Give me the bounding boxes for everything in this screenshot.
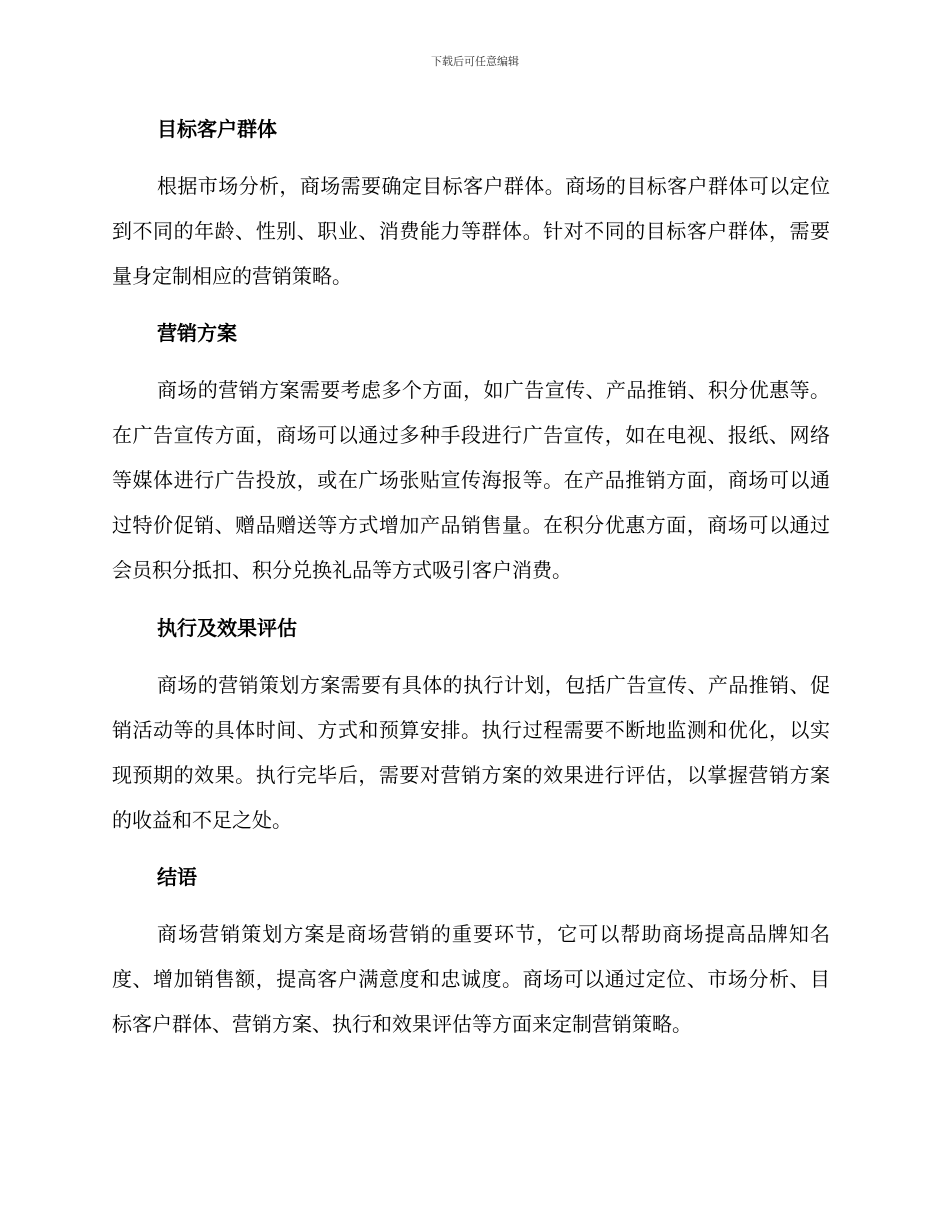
section-paragraph-execution-evaluation: 商场的营销策划方案需要有具体的执行计划，包括广告宣传、产品推销、促销活动等的具体时间、方式和预算安排。执行过程需要不断地监测和优化，以实现预期的效果。执行完毕后，需要对营销方案的效果进行评估，以掌握营销方案的收益和不足之处。 [112,673,830,832]
page-header: 下载后可任意编辑 [431,55,519,68]
section-heading-target-customers: 目标客户群体 [157,117,277,141]
section-heading-execution-evaluation: 执行及效果评估 [157,616,297,640]
section-paragraph-target-customers: 根据市场分析，商场需要确定目标客户群体。商场的目标客户群体可以定位到不同的年龄、性别、职业、消费能力等群体。针对不同的目标客户群体，需要量身定制相应的营销策略。 [112,174,830,288]
section-heading-conclusion: 结语 [157,865,197,889]
section-paragraph-marketing-plan: 商场的营销方案需要考虑多个方面，如广告宣传、产品推销、积分优惠等。在广告宣传方面，商场可以通过多种手段进行广告宣传，如在电视、报纸、网络等媒体进行广告投放，或在广场张贴宣传海报等。在产品推销方面，商场可以通过特价促销、赠品赠送等方式增加产品销售量。在积分优惠方面，商场可以通过会员积分抵扣、积分兑换礼品等方式吸引客户消费。 [112,378,830,582]
section-heading-marketing-plan: 营销方案 [157,321,237,345]
section-paragraph-conclusion: 商场营销策划方案是商场营销的重要环节，它可以帮助商场提高品牌知名度、增加销售额，提高客户满意度和忠诚度。商场可以通过定位、市场分析、目标客户群体、营销方案、执行和效果评估等方面来定制营销策略。 [112,922,830,1036]
